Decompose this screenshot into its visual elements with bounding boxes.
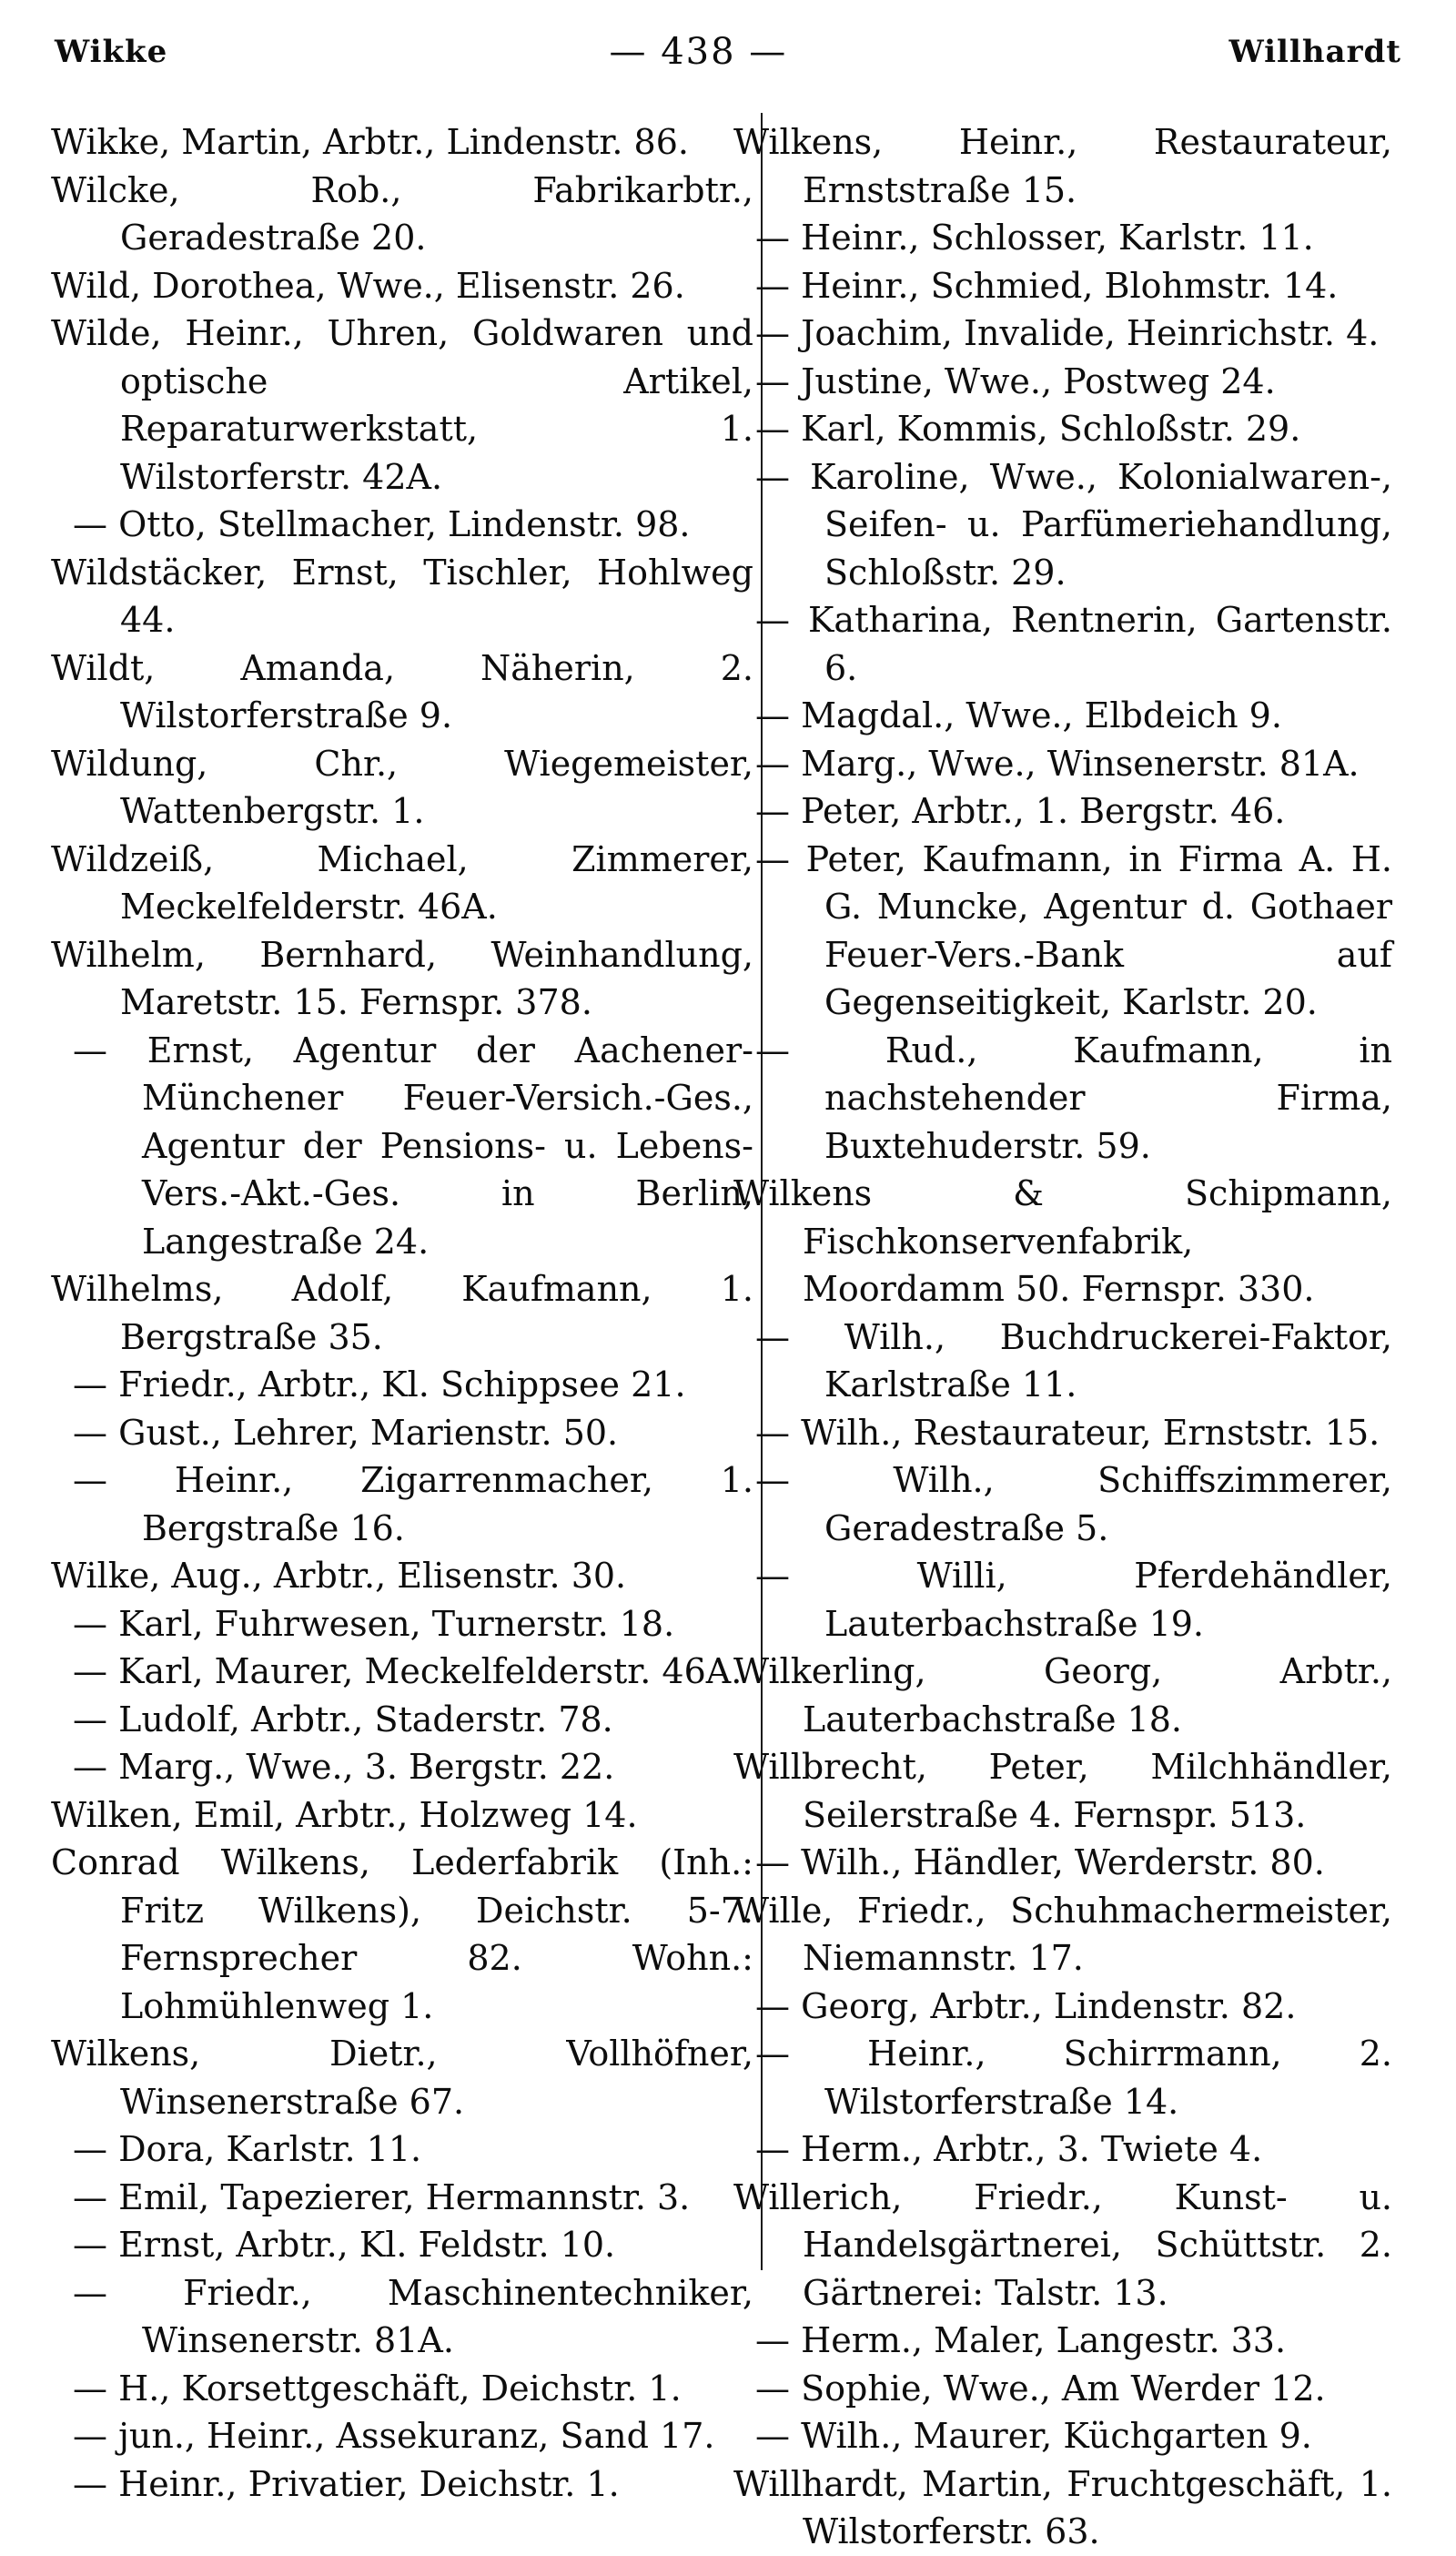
- directory-entry: Wilken, Emil, Arbtr., Holzweg 14.: [51, 1794, 638, 1835]
- directory-entry: Wilkens, Heinr., Restaurateur, Ernststraße 15.: [733, 122, 1392, 210]
- directory-subentry: — H., Korsettgeschäft, Deichstr. 1.: [51, 2365, 753, 2413]
- directory-subentry: — Ludolf, Arbtr., Staderstr. 78.: [51, 1696, 753, 1744]
- directory-subentry: — Georg, Arbtr., Lindenstr. 82.: [733, 1983, 1392, 2031]
- directory-subentry: — Marg., Wwe., Winsenerstr. 81A.: [733, 740, 1392, 788]
- directory-subentry: — Herm., Arbtr., 3. Twiete 4.: [733, 2125, 1392, 2174]
- directory-entry: Wilcke, Rob., Fabrikarbtr., Geradestraße 20.: [51, 169, 753, 258]
- directory-subentry: — Wilh., Maurer, Küchgarten 9.: [733, 2412, 1392, 2460]
- directory-entry: Wilkens & Schipmann, Fischkonservenfabrik, Moordamm 50. Fernspr. 330.: [733, 1173, 1392, 1309]
- directory-subentry: — Karoline, Wwe., Kolonialwaren-, Seifen- u. Parfümeriehandlung, Schloßstr. 29.: [733, 453, 1392, 597]
- directory-entry: Conrad Wilkens, Lederfabrik (Inh.: Fritz Wilkens), Deichstr. 5-7. Fernsprecher 82. Wohn.: Lohmühlenweg 1.: [51, 1842, 753, 2026]
- directory-subentry: — Willi, Pferdehändler, Lauterbachstraße 19.: [733, 1552, 1392, 1648]
- directory-subentry: — Ernst, Agentur der Aachener-Münchener Feuer-Versich.-Ges., Agentur der Pensions- u. Lebens-Vers.-Akt.-Ges. in Berlin, Langestraße 24.: [51, 1027, 753, 1266]
- directory-subentry: — Herm., Maler, Langestr. 33.: [733, 2317, 1392, 2365]
- directory-subentry: — Friedr., Arbtr., Kl. Schippsee 21.: [51, 1361, 753, 1409]
- directory-subentry: — Peter, Kaufmann, in Firma A. H. G. Muncke, Agentur d. Gothaer Feuer-Vers.-Bank auf Gegenseitigkeit, Karlstr. 20.: [733, 836, 1392, 1027]
- directory-subentry: — Ernst, Arbtr., Kl. Feldstr. 10.: [51, 2221, 753, 2269]
- directory-entry: Wilkerling, Georg, Arbtr., Lauterbachstraße 18.: [733, 1651, 1392, 1740]
- directory-entry: Wildstäcker, Ernst, Tischler, Hohlweg 44.: [51, 552, 753, 640]
- directory-entry: Wilhelm, Bernhard, Weinhandlung, Maretstr. 15. Fernspr. 378.: [51, 934, 753, 1022]
- directory-subentry: — Peter, Arbtr., 1. Bergstr. 46.: [733, 787, 1392, 836]
- directory-subentry: — jun., Heinr., Assekuranz, Sand 17.: [51, 2412, 753, 2460]
- left-running-head: Wikke: [55, 34, 168, 70]
- directory-subentry: — Rud., Kaufmann, in nachstehender Firma, Buxtehuderstr. 59.: [733, 1027, 1392, 1171]
- directory-subentry: — Wilh., Restaurateur, Ernststr. 15.: [733, 1409, 1392, 1457]
- directory-subentry: — Otto, Stellmacher, Lindenstr. 98.: [51, 501, 753, 549]
- right-column: [733, 118, 1392, 2556]
- directory-subentry: — Wilh., Schiffszimmerer, Geradestraße 5.: [733, 1456, 1392, 1552]
- directory-entry: Wilhelms, Adolf, Kaufmann, 1. Bergstraße 35.: [51, 1269, 753, 1357]
- directory-subentry: — Karl, Maurer, Meckelfelderstr. 46A.: [51, 1648, 753, 1696]
- directory-subentry: — Friedr., Maschinentechniker, Winsenerstr. 81A.: [51, 2269, 753, 2365]
- page-number: — 438 —: [609, 31, 788, 73]
- directory-entry: Wikke, Martin, Arbtr., Lindenstr. 86.: [51, 122, 689, 162]
- directory-subentry: — Magdal., Wwe., Elbdeich 9.: [733, 692, 1392, 740]
- directory-entry: Willbrecht, Peter, Milchhändler, Seilerstraße 4. Fernspr. 513.: [733, 1747, 1392, 1835]
- directory-subentry: — Joachim, Invalide, Heinrichstr. 4.: [733, 309, 1392, 358]
- directory-subentry: — Heinr., Schmied, Blohmstr. 14.: [733, 262, 1392, 310]
- page-header: [55, 20, 1401, 84]
- directory-entry: Wild, Dorothea, Wwe., Elisenstr. 26.: [51, 265, 685, 306]
- directory-subentry: — Heinr., Schlosser, Karlstr. 11.: [733, 214, 1392, 262]
- directory-entry: Willhardt, Martin, Fruchtgeschäft, 1. Wilstorferstr. 63.: [733, 2463, 1392, 2551]
- directory-subentry: — Dora, Karlstr. 11.: [51, 2125, 753, 2174]
- directory-subentry: — Heinr., Zigarrenmacher, 1. Bergstraße 16.: [51, 1456, 753, 1552]
- directory-subentry: — Justine, Wwe., Postweg 24.: [733, 358, 1392, 406]
- directory-subentry: — Heinr., Privatier, Deichstr. 1.: [51, 2460, 753, 2509]
- directory-subentry: — Katharina, Rentnerin, Gartenstr. 6.: [733, 596, 1392, 692]
- directory-entry: Wildung, Chr., Wiegemeister, Wattenbergstr. 1.: [51, 743, 753, 831]
- directory-entry: Wildt, Amanda, Näherin, 2. Wilstorferstraße 9.: [51, 647, 753, 735]
- directory-subentry: — Marg., Wwe., 3. Bergstr. 22.: [51, 1743, 753, 1791]
- directory-entry: Willerich, Friedr., Kunst- u. Handelsgärtnerei, Schüttstr. 2. Gärtnerei: Talstr. 13.: [733, 2176, 1392, 2313]
- directory-subentry: — Wilh., Händler, Werderstr. 80.: [733, 1839, 1392, 1887]
- directory-entry: Wildzeiß, Michael, Zimmerer, Meckelfelderstr. 46A.: [51, 838, 753, 927]
- right-running-head: Willhardt: [1228, 34, 1401, 70]
- left-column: [51, 118, 753, 2508]
- directory-entry: Wille, Friedr., Schuhmachermeister, Niemannstr. 17.: [733, 1890, 1392, 1978]
- directory-subentry: — Karl, Kommis, Schloßstr. 29.: [733, 405, 1392, 453]
- directory-subentry: — Karl, Fuhrwesen, Turnerstr. 18.: [51, 1600, 753, 1648]
- directory-entry: Wilde, Heinr., Uhren, Goldwaren und optische Artikel, Reparaturwerkstatt, 1. Wilstorferstr. 42A.: [51, 313, 753, 497]
- directory-subentry: — Heinr., Schirrmann, 2. Wilstorferstraße 14.: [733, 2030, 1392, 2125]
- directory-entry: Wilke, Aug., Arbtr., Elisenstr. 30.: [51, 1556, 627, 1596]
- directory-entry: Wilkens, Dietr., Vollhöfner, Winsenerstraße 67.: [51, 2034, 753, 2122]
- directory-subentry: — Wilh., Buchdruckerei-Faktor, Karlstraße 11.: [733, 1314, 1392, 1409]
- directory-subentry: — Emil, Tapezierer, Hermannstr. 3.: [51, 2174, 753, 2222]
- directory-subentry: — Sophie, Wwe., Am Werder 12.: [733, 2365, 1392, 2413]
- directory-subentry: — Gust., Lehrer, Marienstr. 50.: [51, 1409, 753, 1457]
